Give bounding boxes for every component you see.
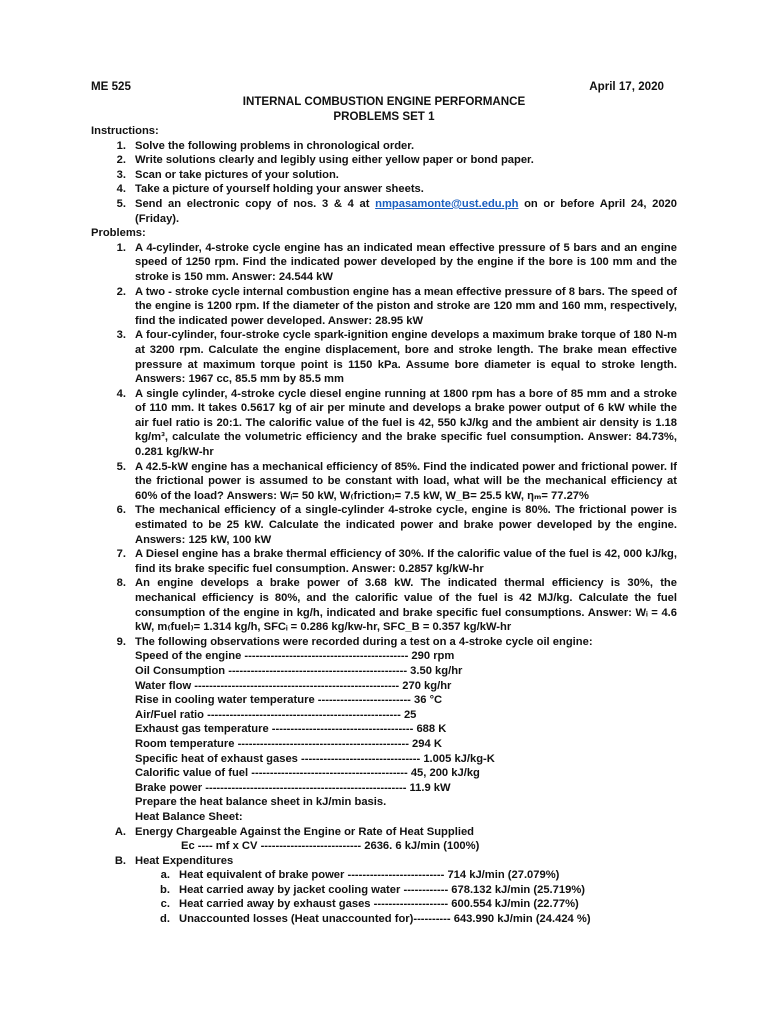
observation-line: Brake power ------------------------------------------------------ 11.9 kW (135, 781, 451, 794)
problem-item (91, 387, 677, 460)
item-text: A single cylinder, 4-stroke cycle diesel engine running at 1800 rpm has a bore of 85 mm and a stroke of 110 mm. It takes 0.5617 kg of air per minute and develops a brake power output of 6 kW while the air fuel ratio is 20:1. The calorific value of the fuel is 42, 550 kJ/kg and the ambient air density is 1.18 kg/m³, calculate the volumetric efficiency and the brake specific fuel consumption. Answer: 84.73%, 0.281 kg/kW-hr (135, 387, 677, 459)
item-text: Write solutions clearly and legibly using either yellow paper or bond paper. (135, 154, 534, 167)
observation-line: Speed of the engine -------------------------------------------- 290 rpm (135, 650, 455, 663)
problem-item (91, 460, 677, 504)
observation-line: Air/Fuel ratio ---------------------------------------------------- 25 (135, 708, 417, 721)
item-number: 5. (116, 460, 126, 473)
problem-item (91, 241, 677, 285)
item-number: 1. (116, 241, 126, 254)
energy-chargeable-line: Ec ---- mf x CV --------------------------- 2636. 6 kJ/min (100%) (181, 840, 480, 853)
item-text: A two - stroke cycle internal combustion engine has a mean effective pressure of 8 bars. The speed of the engine is 1200 rpm. If the diameter of the piston and stroke are 120 mm and 160 mm, respectively, find the indicated power developed. Answer: 28.95 kW (135, 285, 677, 327)
item-text-part: on or before April 24, 2020 (Friday). (135, 197, 677, 225)
document-title: INTERNAL COMBUSTION ENGINE PERFORMANCE (242, 95, 526, 108)
item-number: 2. (116, 154, 126, 167)
instruction-item (91, 182, 677, 197)
observation-line: Rise in cooling water temperature ------------------------- 36 °C (135, 694, 443, 707)
expenditure-item (91, 912, 677, 927)
instruction-item (91, 197, 677, 226)
heat-section-b (91, 854, 677, 869)
item-text: Solve the following problems in chronological order. (135, 139, 415, 152)
document-body (91, 124, 677, 927)
item-number: 9. (116, 635, 126, 648)
observation-line: Oil Consumption ------------------------------------------------ 3.50 kg/hr (135, 664, 463, 677)
instruction-item (91, 168, 677, 183)
document-subtitle: PROBLEMS SET 1 (333, 110, 435, 123)
sub-text: Unaccounted losses (Heat unaccounted for)---------- 643.990 kJ/min (24.424 %) (179, 913, 591, 926)
problems-heading: Problems: (91, 227, 146, 240)
item-number: 3. (116, 329, 126, 342)
observation-line: Calorific value of fuel ------------------------------------------ 45, 200 kJ/kg (135, 767, 480, 780)
section-text: Energy Chargeable Against the Engine or Rate of Heat Supplied (135, 825, 474, 838)
item-number: 8. (116, 577, 126, 590)
item-number: 1. (116, 139, 126, 152)
problem-item (91, 328, 677, 386)
item-number: 4. (116, 183, 126, 196)
heat-balance-heading: Heat Balance Sheet: (135, 810, 243, 823)
email-link[interactable]: nmpasamonte@ust.edu.ph (375, 197, 519, 210)
instructions-heading: Instructions: (91, 125, 159, 137)
observation-line: Room temperature ---------------------------------------------- 294 K (135, 737, 442, 750)
section-text: Heat Expenditures (135, 854, 234, 867)
section-label: B. (114, 854, 126, 867)
item-number: 2. (116, 285, 126, 298)
item-number: 6. (116, 504, 126, 517)
sub-text: Heat carried away by exhaust gases -------------------- 600.554 kJ/min (22.77%) (179, 898, 579, 911)
expenditure-item (91, 868, 677, 883)
item-text: A Diesel engine has a brake thermal efficiency of 30%. If the calorific value of the fuel is 42, 000 kJ/kg, find its brake specific fuel consumption. Answer: 0.2857 kg/kW-hr (135, 548, 677, 575)
heat-section-a (91, 825, 677, 840)
section-label: A. (114, 825, 126, 838)
instruction-item (91, 153, 677, 168)
item-text (135, 197, 677, 226)
problem-item (91, 547, 677, 576)
item-text: The mechanical efficiency of a single-cylinder 4-stroke cycle, engine is 80%. The frictional power is estimated to be 25 kW. Calculate the indicated power and brake power developed by the engine. Answers: 125 kW, 100 kW (135, 504, 677, 546)
expenditure-item (91, 897, 677, 912)
sub-text: Heat equivalent of brake power -------------------------- 714 kJ/min (27.079%) (179, 869, 560, 882)
instruction-item (91, 139, 677, 154)
item-text: A 42.5-kW engine has a mechanical efficiency of 85%. Find the indicated power and frictional power. If the frictional power is assumed to be constant with load, what will be the mechanical efficiency at 60% of the load? Answers: Wᵢ= 50 kW, W₍friction₎= 7.5 kW, W_B= 25.5 kW, ηₘ= 77.27% (135, 460, 677, 502)
sub-label: d. (160, 913, 170, 926)
sub-label: a. (160, 869, 170, 882)
problem-item (91, 503, 677, 547)
expenditure-item (91, 883, 677, 898)
item-text-part: Send an electronic copy of nos. 3 & 4 at (135, 197, 376, 210)
item-number: 3. (116, 168, 126, 181)
observation-line: Exhaust gas temperature -------------------------------------- 688 K (135, 723, 447, 736)
item-number: 7. (116, 548, 126, 561)
item-text: Scan or take pictures of your solution. (135, 168, 339, 181)
course-code: ME 525 (91, 80, 131, 93)
document-date: April 17, 2020 (589, 80, 664, 93)
problem-item (91, 285, 677, 329)
item-text: A 4-cylinder, 4-stroke cycle engine has an indicated mean effective pressure of 5 bars and an engine speed of 1250 rpm. Find the indicated power developed by the engine if the bore is 100 mm and the stroke is 150 mm. Answer: 24.544 kW (135, 241, 677, 283)
problem-item (91, 576, 677, 634)
item-text: An engine develops a brake power of 3.68 kW. The indicated thermal efficiency is 30%, the mechanical efficiency is 80%, and the calorific value of the fuel is 42 MJ/kg. Calculate the fuel consumption of the engine in kg/h, indicated and brake specific fuel consumptions. Answer: Wᵢ = 4.6 kW, m₍fuel₎= 1.314 kg/h, SFCᵢ = 0.286 kg/kw-hr, SFC_B = 0.357 kg/kW-hr (135, 577, 677, 634)
observation-line: Specific heat of exhaust gases -------------------------------- 1.005 kJ/kg-K (135, 752, 495, 765)
prepare-instruction: Prepare the heat balance sheet in kJ/min basis. (135, 796, 387, 809)
item-number: 4. (116, 387, 126, 400)
problem-item (91, 635, 677, 650)
sub-text: Heat carried away by jacket cooling water ------------ 678.132 kJ/min (25.719%) (179, 883, 585, 896)
item-text: A four-cylinder, four-stroke cycle spark-ignition engine develops a maximum brake torque of 180 N-m at 3200 rpm. Calculate the engine displacement, bore and stroke length. The brake mean effective pressure at maximum torque point is 1150 kPa. Assume bore diameter is equal to stroke length. Answers: 1967 cc, 85.5 mm by 85.5 mm (135, 329, 677, 386)
item-number: 5. (116, 197, 126, 210)
observation-line: Water flow ------------------------------------------------------- 270 kg/hr (135, 679, 452, 692)
sub-label: b. (160, 883, 170, 896)
item-text: Take a picture of yourself holding your answer sheets. (135, 183, 424, 196)
sub-label: c. (160, 898, 170, 911)
observation-list (135, 649, 677, 824)
item-text: The following observations were recorded during a test on a 4-stroke cycle oil engine: (135, 635, 593, 648)
